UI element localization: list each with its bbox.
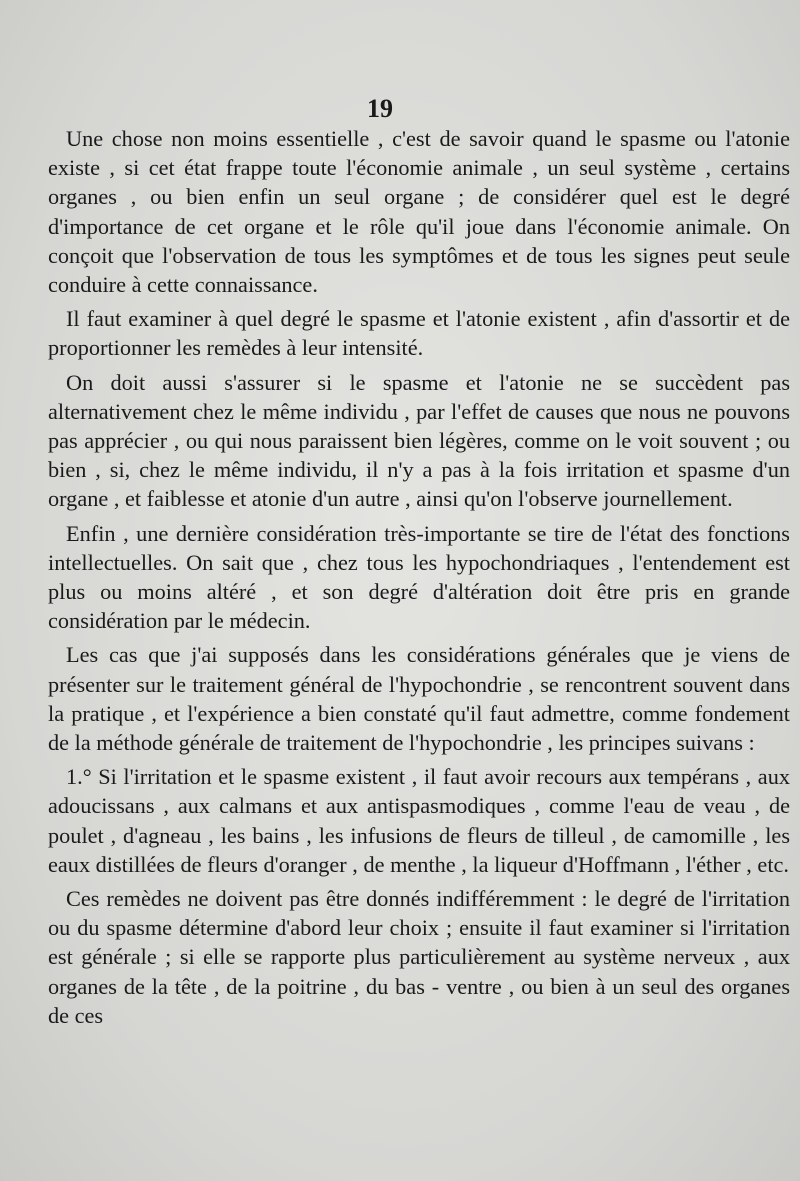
paragraph: Il faut examiner à quel degré le spasme et l'atonie existent , afin d'assortir et de proportionner les remèdes à leur intensité. [48, 306, 790, 361]
page-number: 19 [367, 94, 393, 123]
body-text [48, 124, 790, 1030]
paragraph: Enfin , une dernière considération très-importante se tire de l'état des fonctions intellectuelles. On sait que , chez tous les hypochondriaques , l'entendement est plus ou moins altéré , et son degré d'altération doit être pris en grande considération par le médecin. [48, 520, 790, 634]
paragraph: On doit aussi s'assurer si le spasme et l'atonie ne se succèdent pas alternativement chez le même individu , par l'effet de causes que nous ne pouvons pas apprécier , ou qui nous paraissent bien légères, comme on le voit souvent ; ou bien , si, chez le même individu, il n'y a pas à la fois irritation et spasme d'un organe , et faiblesse et atonie d'un autre , ainsi qu'on l'observe journellement. [48, 369, 790, 512]
paragraph: Ces remèdes ne doivent pas être donnés indifféremment : le degré de l'irritation ou du spasme détermine d'abord leur choix ; ensuite il faut examiner si l'irritation est générale ; si elle se rapporte plus particulièrement au système nerveux , aux organes de la tête , de la poitrine , du bas - ventre , ou bien à un seul des organes de ces [48, 886, 790, 1028]
paragraph: Une chose non moins essentielle , c'est de savoir quand le spasme ou l'atonie existe , si cet état frappe toute l'économie animale , un seul système , certains organes , ou bien enfin un seul organe ; de considérer quel est le degré d'importance de cet organe et le rôle qu'il joue dans l'économie animale. On conçoit que l'observation de tous les symptômes et de tous les signes peut seule conduire à cette connaissance. [48, 126, 790, 298]
paragraph: 1.° Si l'irritation et le spasme existent , il faut avoir recours aux tempérans , aux adoucissans , aux calmans et aux antispasmodiques , comme l'eau de veau , de poulet , d'agneau , les bains , les infusions de fleurs de tilleul , de camomille , les eaux distillées de fleurs d'oranger , de menthe , la liqueur d'Hoffmann , l'éther , etc. [48, 764, 790, 877]
paragraph: Les cas que j'ai supposés dans les considérations générales que je viens de présenter sur le traitement général de l'hypochondrie , se rencontrent souvent dans la pratique , et l'expérience a bien constaté qu'il faut admettre, comme fondement de la méthode générale de traitement de l'hypochondrie , les principes suivans : [48, 642, 790, 756]
